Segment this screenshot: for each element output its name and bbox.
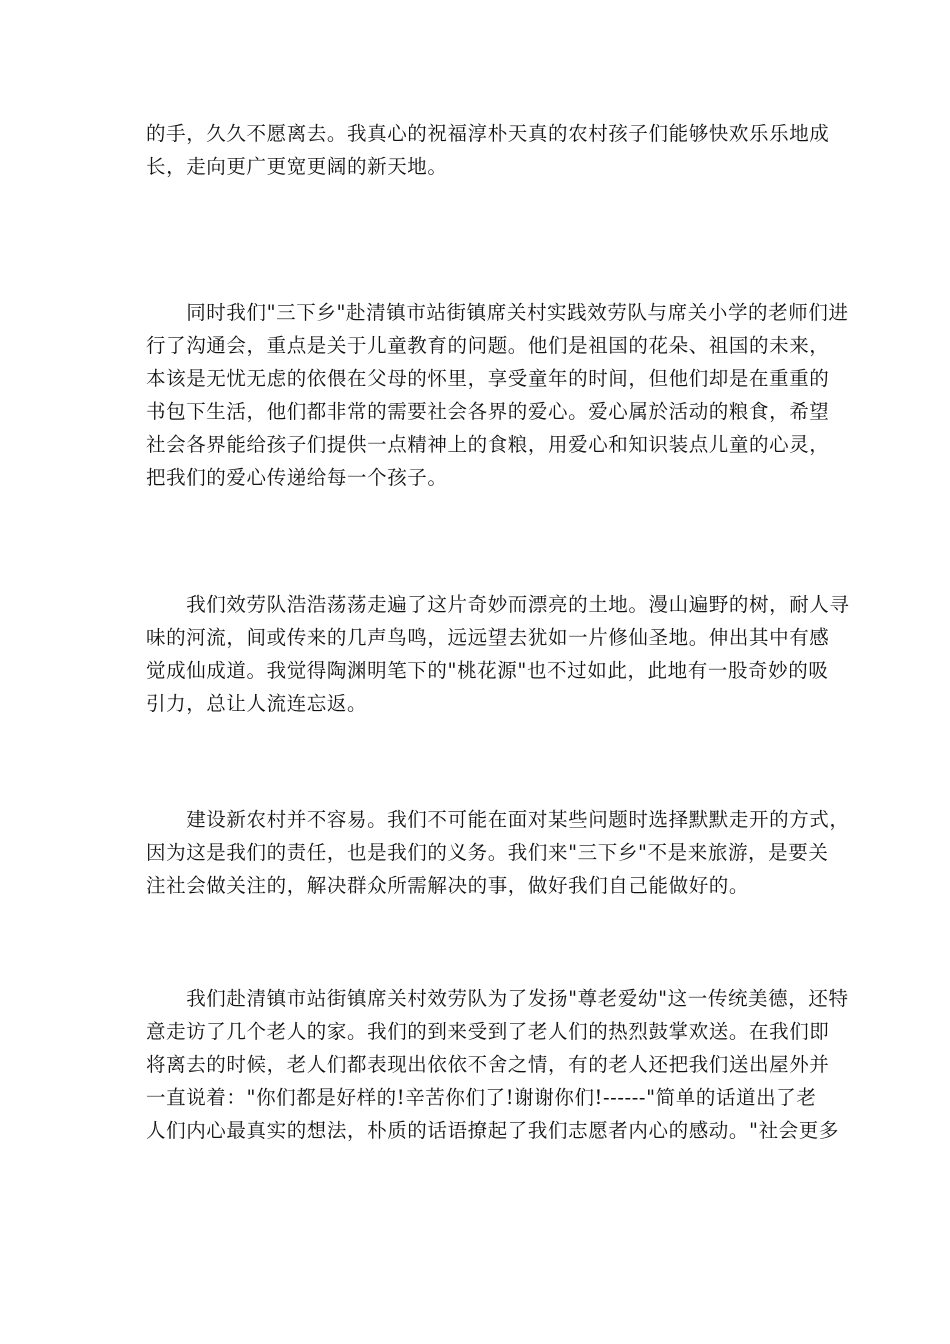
paragraph-line: 一直说着："你们都是好样的!辛苦你们了!谢谢你们!------"简单的话道出了老 (146, 1086, 817, 1109)
paragraph-line: 我们效劳队浩浩荡荡走遍了这片奇妙而漂亮的土地。漫山遍野的树，耐人寻 (146, 593, 850, 616)
paragraph-line: 行了沟通会，重点是关于儿童教育的问题。他们是祖国的花朵、祖国的未来， (146, 334, 830, 357)
paragraph-line: 我们赴清镇市站街镇席关村效劳队为了发扬"尊老爱幼"这一传统美德，还特 (146, 987, 849, 1010)
paragraph-line: 把我们的爱心传递给每一个孩子。 (146, 466, 448, 489)
paragraph-line: 将离去的时候，老人们都表现出依依不舍之情，有的老人还把我们送出屋外并 (146, 1053, 830, 1076)
paragraph-line: 同时我们"三下乡"赴清镇市站街镇席关村实践效劳队与席关小学的老师们进 (146, 301, 849, 324)
paragraph-5 (146, 982, 849, 1147)
paragraph-line: 觉成仙成道。我觉得陶渊明笔下的"桃花源"也不过如此，此地有一股奇妙的吸 (146, 659, 829, 682)
paragraph-line: 注社会做关注的，解决群众所需解决的事，做好我们自己能做好的。 (146, 874, 750, 897)
paragraph-4 (146, 803, 850, 902)
paragraph-line: 建设新农村并不容易。我们不可能在面对某些问题时选择默默走开的方式， (146, 808, 850, 831)
paragraph-line: 本该是无忧无虑的依偎在父母的怀里，享受童年的时间，但他们却是在重重的 (146, 367, 830, 390)
paragraph-line: 味的河流，间或传来的几声鸟鸣，远远望去犹如一片修仙圣地。伸出其中有感 (146, 626, 830, 649)
paragraph-line: 人们内心最真实的想法，朴质的话语撩起了我们志愿者内心的感动。"社会更多 (146, 1119, 839, 1142)
paragraph-2 (146, 296, 849, 494)
paragraph-line: 长，走向更广更宽更阔的新天地。 (146, 155, 448, 178)
paragraph-line: 社会各界能给孩子们提供一点精神上的食粮，用爱心和知识装点儿童的心灵， (146, 433, 830, 456)
paragraph-line: 意走访了几个老人的家。我们的到来受到了老人们的热烈鼓掌欢送。在我们即 (146, 1020, 830, 1043)
paragraph-line: 书包下生活，他们都非常的需要社会各界的爱心。爱心属於活动的粮食，希望 (146, 400, 830, 423)
paragraph-line: 的手，久久不愿离去。我真心的祝福淳朴天真的农村孩子们能够快欢乐乐地成 (146, 122, 830, 145)
paragraph-line: 因为这是我们的责任，也是我们的义务。我们来"三下乡"不是来旅游，是要关 (146, 841, 829, 864)
paragraph-line: 引力，总让人流连忘返。 (146, 692, 368, 715)
paragraph-3 (146, 588, 850, 720)
paragraph-1 (146, 117, 830, 183)
